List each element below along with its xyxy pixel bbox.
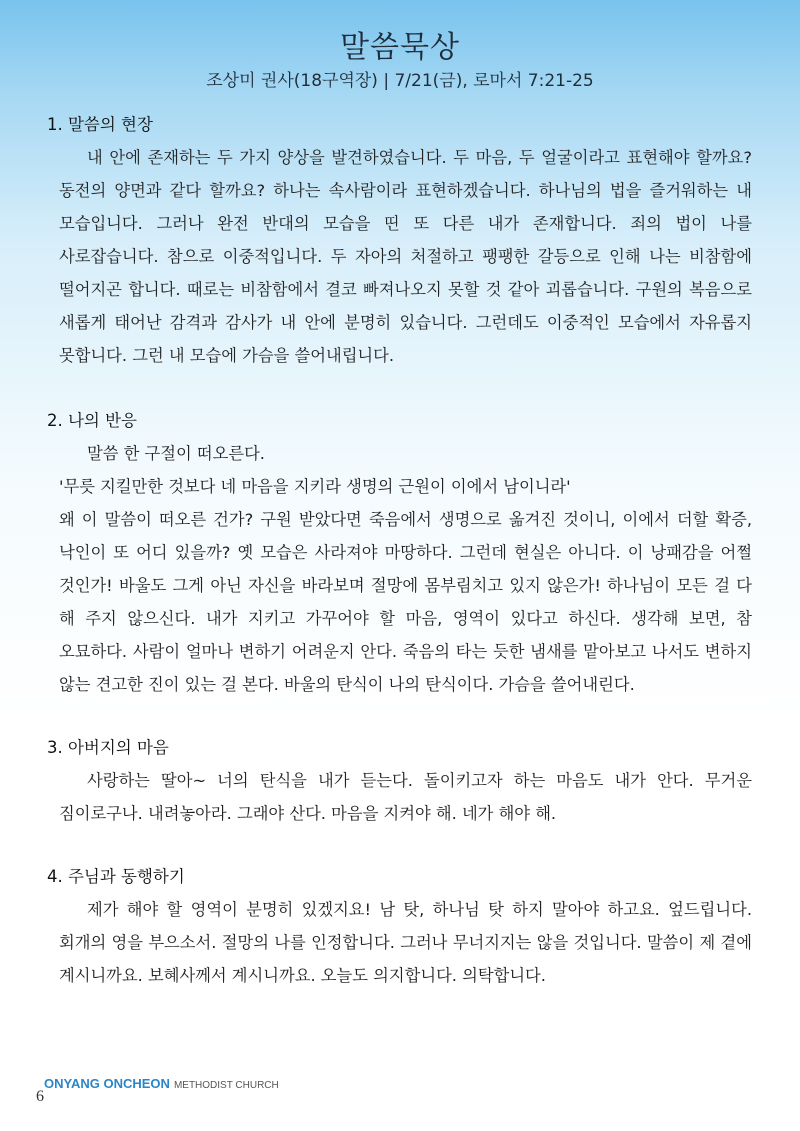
scripture-quote: '무릇 지킬만한 것보다 네 마음을 지키라 생명의 근원이 이에서 남이니라'	[59, 477, 571, 496]
section-my-response	[47, 405, 752, 701]
section-gap	[47, 372, 752, 405]
page-number: 6	[36, 1088, 44, 1105]
page-subtitle: 조상미 권사(18구역장) | 7/21(금), 로마서 7:21-25	[206, 71, 594, 91]
section-paragraph: 제가 해야 할 영역이 분명히 있겠지요! 남 탓, 하나님 탓 하지 말아야 하고요. 엎드립니다. 회개의 영을 부으소서. 절망의 나를 인정합니다. 그러나 무너지지는 않을 것입니다. 말씀이 제 곁에 계시니까요. 보혜사께서 계시니까요. 오늘도 의지합니다. 의탁합니다.	[59, 900, 752, 985]
section-paragraph: 왜 이 말씀이 떠오른 건가? 구원 받았다면 죽음에서 생명으로 옮겨진 것이니, 이에서 더할 확증, 낙인이 또 어디 있을까? 옛 모습은 사라져야 마땅하다. 그런데 현실은 아니다. 이 낭패감을 어쩔 것인가! 바울도 그게 아닌 자신을 바라보며 절망에 몸부림치고 있지 않은가! 하나님이 모든 걸 다 해 주지 않으신다. 내가 지키고 가꾸어야 할 마음, 영역이 있다고 하신다. 생각해 보면, 참 오묘하다. 사람이 얼마나 변하기 어려운지 안다. 죽음의 타는 듯한 냄새를 맡아보고 나서도 변하지 않는 견고한 진이 있는 걸 본다. 바울의 탄식이 나의 탄식이다. 가슴을 쓸어내린다.	[59, 510, 752, 694]
article-body	[47, 109, 752, 992]
section-heading: 1. 말씀의 현장	[47, 115, 153, 134]
section-heading: 2. 나의 반응	[47, 411, 137, 430]
section-heading: 3. 아버지의 마음	[47, 738, 169, 757]
section-gap	[47, 701, 752, 732]
section-paragraph: 말씀 한 구절이 떠오른다.	[87, 444, 265, 463]
section-paragraph: 사랑하는 딸아~ 너의 탄식을 내가 듣는다. 돌이키고자 하는 마음도 내가 안다. 무거운 짐이로구나. 내려놓아라. 그래야 산다. 마음을 지켜야 해. 네가 해야 해.	[59, 771, 752, 823]
section-walking-with-lord	[47, 861, 752, 992]
section-heading: 4. 주님과 동행하기	[47, 867, 185, 886]
section-scripture-scene	[47, 109, 752, 372]
section-paragraph: 내 안에 존재하는 두 가지 양상을 발견하였습니다. 두 마음, 두 얼굴이라고 표현해야 할까요? 동전의 양면과 같다 할까요? 하나는 속사람이라 표현하겠습니다. 하나님의 법을 즐거워하는 내 모습입니다. 그러나 완전 반대의 모습을 띤 또 다른 내가 존재합니다. 죄의 법이 나를 사로잡습니다. 참으로 이중적입니다. 두 자아의 처절하고 팽팽한 갈등으로 인해 나는 비참함에 떨어지곤 합니다. 때로는 비참함에서 결코 빠져나오지 못할 것 같아 괴롭습니다. 구원의 복음으로 새롭게 태어난 감격과 감사가 내 안에 분명히 있습니다. 그런데도 이중적인 모습에서 자유롭지 못합니다. 그런 내 모습에 가슴을 쓸어내립니다.	[59, 148, 752, 365]
brand-subtitle: METHODIST CHURCH	[173, 1080, 279, 1091]
church-brand-logo	[44, 1076, 279, 1091]
section-gap	[47, 830, 752, 861]
section-fathers-heart	[47, 732, 752, 830]
brand-name: ONYANG ONCHEON	[44, 1076, 170, 1091]
page-title: 말씀묵상	[340, 30, 460, 65]
